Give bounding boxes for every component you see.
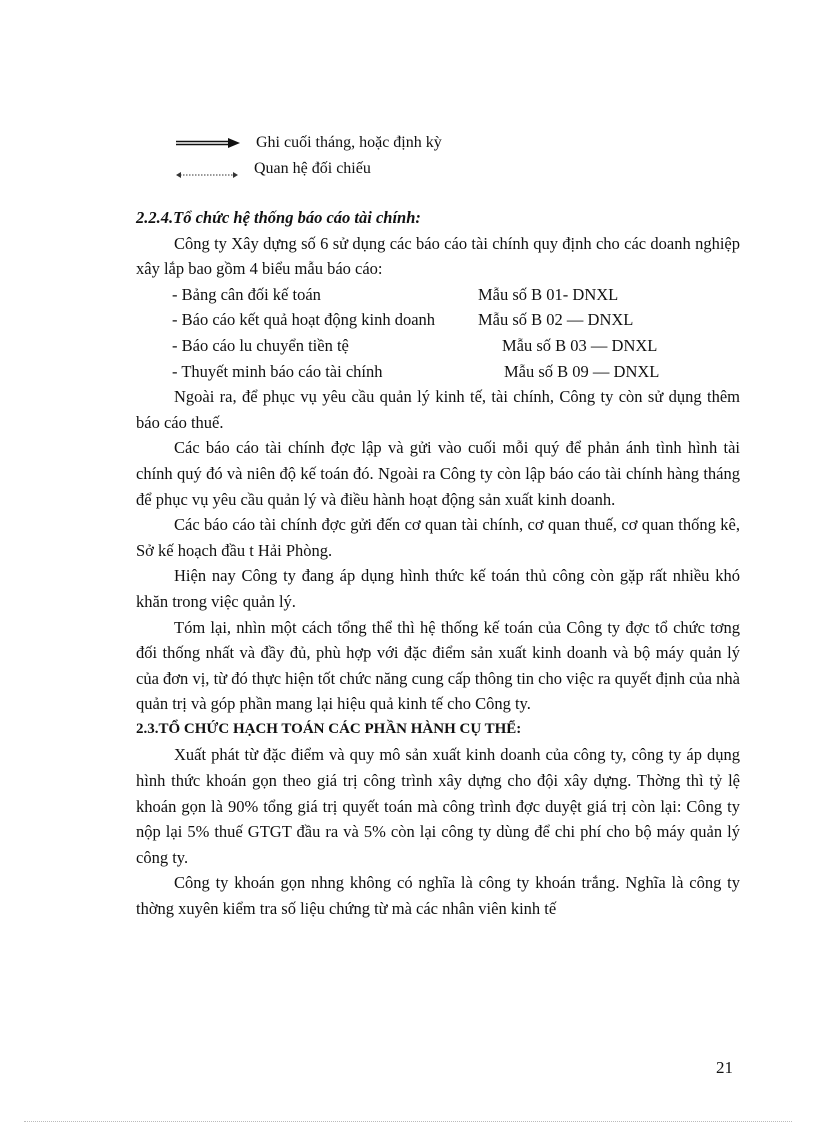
- paragraph: Công ty khoán gọn nhng không có nghĩa là công ty khoán trắng. Nghĩa là công ty thờng xuyên kiểm tra số liệu chứng từ mà các nhân viên kinh tế: [136, 873, 740, 919]
- report-name: - Thuyết minh báo cáo tài chính: [172, 361, 383, 381]
- report-name: - Bảng cân đối kế toán: [172, 284, 321, 304]
- paragraph: Tóm lại, nhìn một cách tổng thể thì hệ thống kế toán của Công ty đợc tổ chức tơng đối thống nhất và đầy đủ, phù hợp với đặc điểm sản xuất kinh doanh và bộ máy quản lý của đơn vị, từ đó thực hiện tốt chức năng cung cấp thông tin cho việc ra quyết định của nhà quản trị và góp phần mang lại hiệu quả kinh tế cho Công ty.: [136, 617, 740, 714]
- bottom-dotted-rule: [24, 1121, 792, 1122]
- report-form: Mẫu số B 09 — DNXL: [504, 361, 660, 381]
- report-list-item: [136, 282, 740, 308]
- report-name: - Báo cáo lu chuyển tiền tệ: [172, 335, 349, 355]
- legend-dotted-label: Quan hệ đối chiếu: [254, 160, 371, 177]
- legend-solid-label: Ghi cuối tháng, hoặc định kỳ: [256, 134, 442, 151]
- dotted-double-arrow-icon: [176, 159, 238, 179]
- page-number: 21: [716, 1058, 733, 1077]
- report-list-item: [136, 307, 740, 333]
- report-list-item: [136, 333, 740, 359]
- paragraph: Ngoài ra, để phục vụ yêu cầu quản lý kinh tế, tài chính, Công ty còn sử dụng thêm báo cáo thuế.: [136, 387, 740, 432]
- legend-solid-arrow-row: [176, 133, 442, 153]
- legend-dotted-arrow-row: [176, 159, 371, 179]
- solid-arrow-icon: [176, 137, 240, 149]
- section-heading-23: 2.3.TỔ CHỨC HẠCH TOÁN CÁC PHẦN HÀNH CỤ THỂ:: [136, 720, 522, 737]
- paragraph-intro: Công ty Xây dựng số 6 sử dụng các báo cáo tài chính quy định cho các doanh nghiệp xây lắp bao gồm 4 biểu mẫu báo cáo:: [136, 233, 740, 279]
- paragraph: Xuất phát từ đặc điểm và quy mô sản xuất kinh doanh của công ty, công ty áp dụng hình thức khoán gọn theo giá trị công trình xây dựng cho đội xây dựng. Thờng thì tỷ lệ khoán gọn là 90% tổng giá trị quyết toán mà công trình đợc duyệt giá trị còn lại: Công ty nộp lại 5% thuế GTGT đầu ra và 5% còn lại công ty dùng để chi phí cho bộ máy quản lý công ty.: [136, 745, 740, 867]
- report-form: Mẫu số B 03 — DNXL: [502, 335, 658, 355]
- report-form: Mẫu số B 02 — DNXL: [478, 310, 634, 330]
- section-heading-224: 2.2.4.Tổ chức hệ thống báo cáo tài chính:: [136, 208, 421, 227]
- paragraph: Các báo cáo tài chính đợc lập và gửi vào cuối mỗi quý để phản ánh tình hình tài chính quý đó và niên độ kế toán đó. Ngoài ra Công ty còn lập báo cáo tài chính hàng tháng để phục vụ yêu cầu quản lý và điều hành hoạt động sản xuất kinh doanh.: [136, 438, 740, 509]
- report-list-item: [136, 359, 740, 385]
- paragraph: Các báo cáo tài chính đợc gửi đến cơ quan tài chính, cơ quan thuế, cơ quan thống kê, Sở kế hoạch đầu t Hải Phòng.: [136, 515, 740, 560]
- body-text: [136, 205, 740, 922]
- report-form: Mẫu số B 01- DNXL: [478, 284, 619, 304]
- report-name: - Báo cáo kết quả hoạt động kinh doanh: [172, 310, 436, 330]
- paragraph: Hiện nay Công ty đang áp dụng hình thức kế toán thủ công còn gặp rất nhiều khó khăn trong việc quản lý.: [136, 566, 740, 611]
